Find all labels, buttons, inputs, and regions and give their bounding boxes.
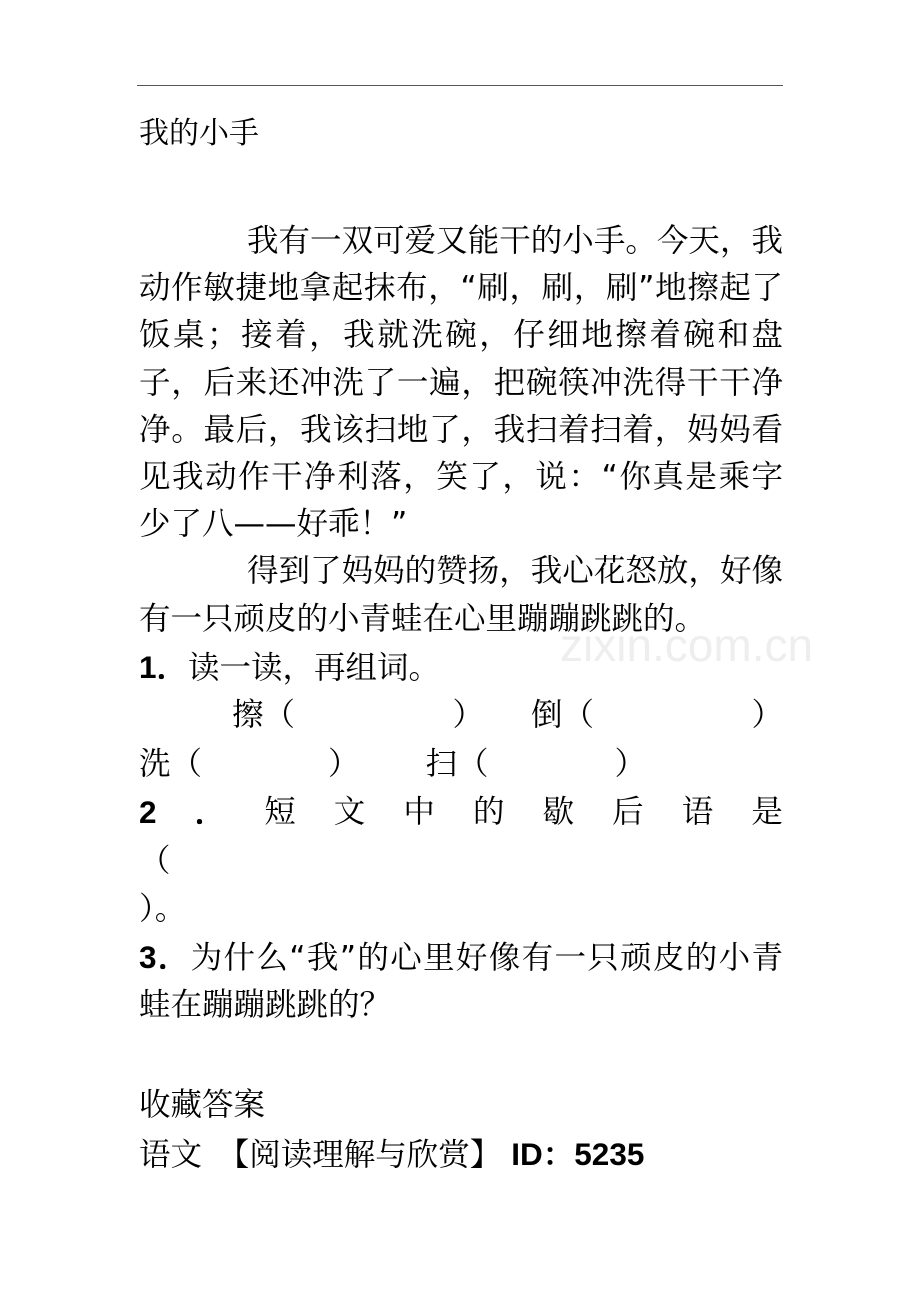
article-paragraph-1: 我有一双可爱又能干的小手。今天，我动作敏捷地拿起抹布，“刷，刷，刷”地擦起了饭桌；接着，我就洗碗，仔细地擦着碗和盘子，后来还冲洗了一遍，把碗筷冲洗得干干净净。最后，我该扫地了，我扫着扫着，妈妈看见我动作干净利落，笑了，说：“你真是乘字少了八——好乖！” xyxy=(139,223,783,543)
watermark: zixin.com.cn xyxy=(560,619,814,671)
question-2-char: 的 xyxy=(472,794,505,831)
question-1-text: 读一读，再组词。 xyxy=(188,649,441,686)
question-1-row-2 xyxy=(139,740,783,789)
question-2-char: 短 xyxy=(264,794,296,831)
question-3-text: 为什么“我”的心里好像有一只顽皮的小青蛙在蹦蹦跳跳的？ xyxy=(139,939,783,1024)
question-2-char: 是 xyxy=(751,794,783,831)
article-title: 我的小手 xyxy=(139,116,259,151)
document-content xyxy=(139,110,783,1178)
article-paragraph-2: 得到了妈妈的赞扬，我心花怒放，好像有一只顽皮的小青蛙在心里蹦蹦跳跳的。 xyxy=(139,553,783,637)
question-2-open-paren: （ xyxy=(139,842,171,879)
question-2-close-paren: ）。 xyxy=(139,891,187,928)
question-1 xyxy=(139,643,783,692)
question-2-char: 文 xyxy=(333,794,366,831)
word-blank-dao: 倒（ ） xyxy=(530,697,783,734)
question-2-char: 中 xyxy=(403,794,435,831)
category-label: 语文 【阅读理解与欣赏】 xyxy=(139,1136,502,1173)
favorite-answer-link[interactable]: 收藏答案 xyxy=(139,1087,266,1124)
question-2-char: 后 xyxy=(612,794,644,831)
word-blank-sao: 扫（ ） xyxy=(425,745,647,782)
question-1-number: 1． xyxy=(139,648,189,685)
header-rule xyxy=(137,85,783,86)
question-2 xyxy=(139,788,783,837)
document-id: ID：5235 xyxy=(511,1135,645,1172)
word-blank-ca: 擦（ ） xyxy=(232,697,485,734)
question-1-row-1 xyxy=(139,691,783,740)
question-3-number: 3． xyxy=(139,938,191,975)
word-blank-xi: 洗（ ） xyxy=(139,745,360,782)
category-line xyxy=(139,1130,783,1179)
question-3 xyxy=(139,934,783,1029)
question-2-char: 歇 xyxy=(542,794,575,831)
question-2-char: 2 xyxy=(139,794,157,831)
question-2-char: 语 xyxy=(681,794,714,831)
question-2-char: ． xyxy=(194,794,227,831)
